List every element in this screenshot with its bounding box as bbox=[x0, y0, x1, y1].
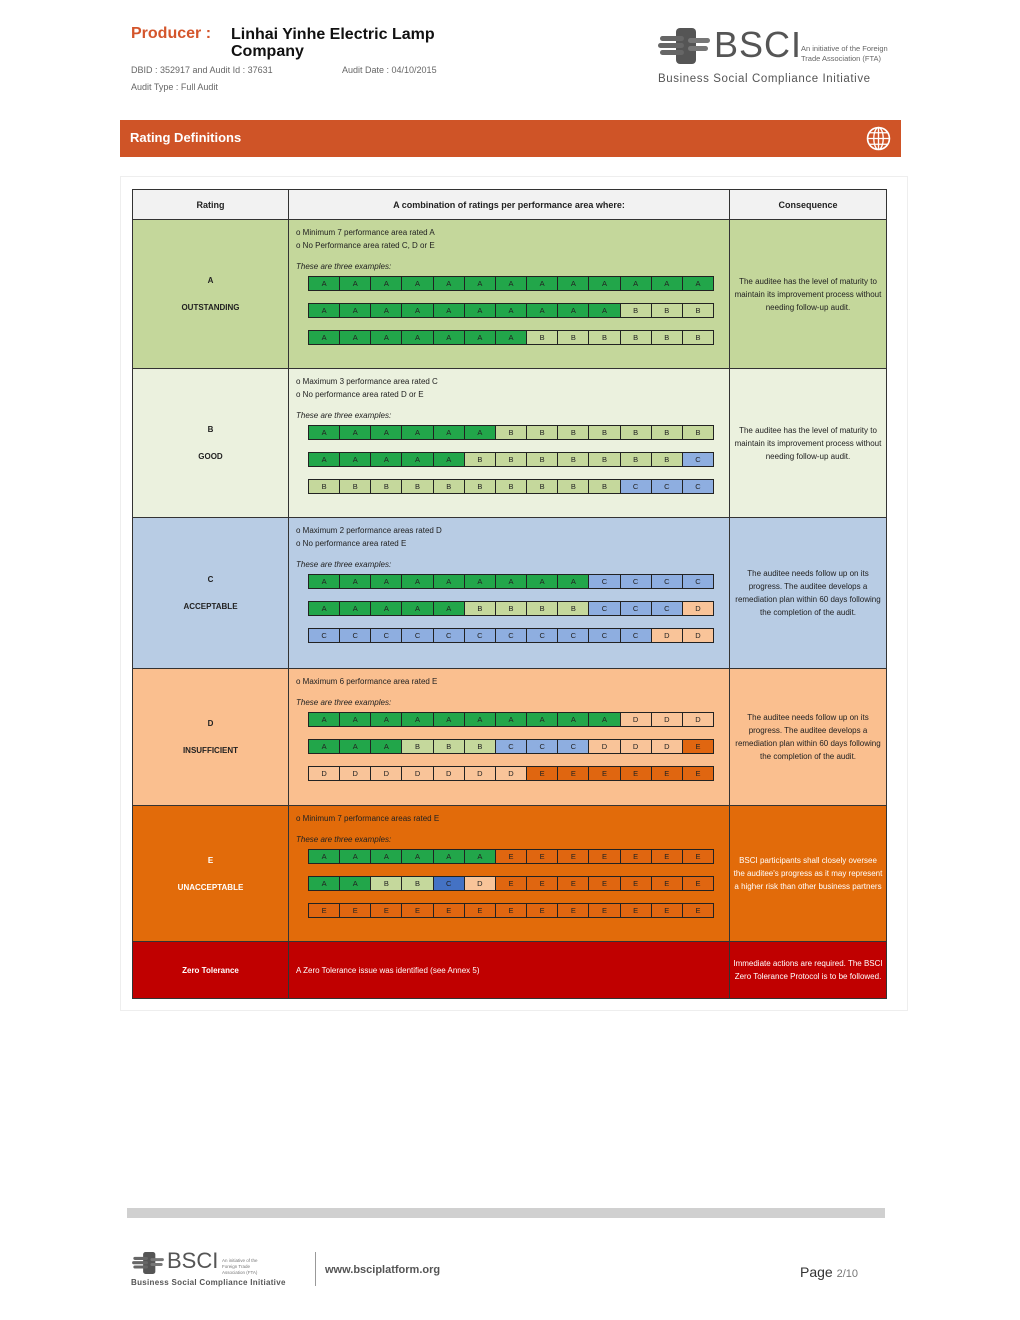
rating-box: A bbox=[588, 713, 619, 726]
rating-box: A bbox=[557, 277, 588, 290]
rating-box: C bbox=[433, 629, 464, 642]
rating-box: A bbox=[464, 575, 495, 588]
example-chain bbox=[308, 601, 714, 616]
rating-box: E bbox=[682, 877, 713, 890]
rating-box: A bbox=[370, 850, 401, 863]
rating-box: A bbox=[401, 602, 432, 615]
footer-logo bbox=[131, 1248, 301, 1292]
rating-row-c bbox=[133, 518, 887, 669]
dbid-text: DBID : 352917 and Audit Id : 37631 bbox=[131, 65, 273, 75]
example-chain bbox=[308, 574, 714, 589]
rating-box: B bbox=[526, 602, 557, 615]
rating-box: A bbox=[433, 575, 464, 588]
rating-box: E bbox=[557, 767, 588, 780]
rating-letter: B bbox=[207, 425, 214, 434]
rating-box: A bbox=[309, 304, 339, 317]
rating-box: A bbox=[464, 426, 495, 439]
handshake-icon bbox=[658, 28, 710, 64]
rating-box: A bbox=[309, 877, 339, 890]
rating-letter: A bbox=[207, 276, 214, 285]
zero-tolerance-text: A Zero Tolerance issue was identified (see Annex 5) bbox=[289, 942, 730, 999]
rating-box: C bbox=[651, 602, 682, 615]
rating-box: A bbox=[339, 304, 370, 317]
rating-box: A bbox=[339, 713, 370, 726]
rating-box: B bbox=[495, 480, 526, 493]
rating-box: E bbox=[495, 877, 526, 890]
rating-box: C bbox=[651, 480, 682, 493]
rating-box: E bbox=[588, 904, 619, 917]
rating-box: A bbox=[433, 453, 464, 466]
rating-box: A bbox=[370, 602, 401, 615]
audit-date-text: Audit Date : 04/10/2015 bbox=[342, 65, 437, 75]
rating-box: A bbox=[370, 575, 401, 588]
footer-handshake-icon bbox=[131, 1252, 165, 1274]
rating-box: D bbox=[401, 767, 432, 780]
consequence-cell: The auditee needs follow up on its progress. The auditee develops a remediation plan within 60 days following the completion of the audit. bbox=[730, 669, 887, 806]
section-title: Rating Definitions bbox=[130, 130, 242, 145]
rating-letter: D bbox=[207, 719, 214, 728]
rating-box: A bbox=[401, 304, 432, 317]
example-chain bbox=[308, 425, 714, 440]
rating-letter: C bbox=[207, 575, 214, 584]
rating-box: A bbox=[309, 277, 339, 290]
page-number bbox=[800, 1264, 858, 1280]
condition-text: o No performance area rated E bbox=[296, 539, 407, 548]
rating-box: B bbox=[682, 426, 713, 439]
rating-box: D bbox=[339, 767, 370, 780]
rating-box: E bbox=[401, 904, 432, 917]
rating-box: A bbox=[339, 331, 370, 344]
rating-box: C bbox=[339, 629, 370, 642]
rating-box: B bbox=[495, 426, 526, 439]
table-header-row bbox=[133, 190, 887, 220]
rating-box: C bbox=[620, 629, 651, 642]
rating-box: E bbox=[682, 767, 713, 780]
rating-box: E bbox=[464, 904, 495, 917]
rating-box: E bbox=[620, 767, 651, 780]
rating-box: B bbox=[464, 453, 495, 466]
rating-box: E bbox=[339, 904, 370, 917]
example-chain bbox=[308, 452, 714, 467]
rating-box: A bbox=[495, 304, 526, 317]
rating-box: A bbox=[495, 713, 526, 726]
rating-box: A bbox=[370, 740, 401, 753]
rating-box: A bbox=[557, 304, 588, 317]
combination-cell bbox=[289, 518, 730, 669]
rating-box: B bbox=[433, 480, 464, 493]
rating-box: A bbox=[557, 713, 588, 726]
rating-box: E bbox=[682, 904, 713, 917]
rating-box: B bbox=[588, 331, 619, 344]
rating-box: E bbox=[433, 904, 464, 917]
rating-box: B bbox=[620, 453, 651, 466]
rating-box: C bbox=[682, 453, 713, 466]
example-chain bbox=[308, 479, 714, 494]
rating-box: B bbox=[588, 453, 619, 466]
rating-row-a bbox=[133, 220, 887, 369]
page-num-value: 2/10 bbox=[836, 1268, 859, 1280]
rating-box: D bbox=[588, 740, 619, 753]
zero-tolerance-consequence: Immediate actions are required. The BSCI Zero Tolerance Protocol is to be followed. bbox=[730, 942, 887, 999]
rating-box: B bbox=[620, 426, 651, 439]
rating-row-e bbox=[133, 806, 887, 942]
rating-box: E bbox=[588, 850, 619, 863]
rating-box: E bbox=[682, 850, 713, 863]
rating-box: A bbox=[464, 304, 495, 317]
rating-box: E bbox=[526, 904, 557, 917]
page-label: Page bbox=[800, 1264, 833, 1280]
rating-box: A bbox=[370, 713, 401, 726]
rating-box: D bbox=[651, 713, 682, 726]
rating-box: A bbox=[339, 426, 370, 439]
rating-box: C bbox=[620, 602, 651, 615]
rating-row-d bbox=[133, 669, 887, 806]
combination-cell bbox=[289, 806, 730, 942]
rating-box: E bbox=[526, 767, 557, 780]
rating-box: D bbox=[651, 740, 682, 753]
rating-box: A bbox=[588, 304, 619, 317]
rating-box: A bbox=[588, 277, 619, 290]
combination-cell bbox=[289, 220, 730, 369]
rating-box: A bbox=[309, 426, 339, 439]
rating-box: E bbox=[557, 850, 588, 863]
rating-box: A bbox=[557, 575, 588, 588]
combination-cell bbox=[289, 369, 730, 518]
rating-box: B bbox=[526, 453, 557, 466]
rating-cell bbox=[133, 220, 289, 369]
rating-box: A bbox=[433, 602, 464, 615]
condition-text: o Minimum 7 performance areas rated E bbox=[296, 814, 440, 823]
rating-box: B bbox=[433, 740, 464, 753]
rating-row-zero-tolerance bbox=[133, 942, 887, 999]
condition-text: o No performance area rated D or E bbox=[296, 390, 424, 399]
example-chain bbox=[308, 628, 714, 643]
rating-box: A bbox=[433, 426, 464, 439]
rating-box: C bbox=[433, 877, 464, 890]
example-chain bbox=[308, 303, 714, 318]
combination-cell bbox=[289, 669, 730, 806]
rating-box: B bbox=[651, 453, 682, 466]
condition-text: o Maximum 3 performance area rated C bbox=[296, 377, 438, 386]
rating-box: D bbox=[433, 767, 464, 780]
rating-box: B bbox=[464, 602, 495, 615]
consequence-cell: The auditee has the level of maturity to maintain its improvement process without needing follow-up audit. bbox=[730, 369, 887, 518]
condition-text: o Maximum 2 performance areas rated D bbox=[296, 526, 442, 535]
rating-row-b bbox=[133, 369, 887, 518]
examples-label: These are three examples: bbox=[296, 262, 392, 271]
rating-box: A bbox=[526, 575, 557, 588]
rating-box: A bbox=[401, 713, 432, 726]
logo-initiative: An initiative of the Foreign Trade Association (FTA) bbox=[801, 44, 888, 63]
rating-box: A bbox=[495, 331, 526, 344]
examples-label: These are three examples: bbox=[296, 698, 392, 707]
example-chain bbox=[308, 330, 714, 345]
rating-box: A bbox=[401, 277, 432, 290]
rating-box: A bbox=[495, 575, 526, 588]
rating-box: D bbox=[309, 767, 339, 780]
rating-box: A bbox=[339, 453, 370, 466]
rating-box: E bbox=[620, 877, 651, 890]
rating-box: C bbox=[588, 629, 619, 642]
logo-wordmark: BSCI bbox=[714, 24, 803, 65]
rating-box: E bbox=[370, 904, 401, 917]
rating-box: B bbox=[557, 331, 588, 344]
rating-box: A bbox=[309, 453, 339, 466]
rating-box: D bbox=[620, 713, 651, 726]
rating-box: B bbox=[495, 453, 526, 466]
producer-name: Linhai Yinhe Electric Lamp Company bbox=[231, 26, 435, 60]
rating-box: E bbox=[557, 877, 588, 890]
rating-cell bbox=[133, 806, 289, 942]
rating-box: D bbox=[620, 740, 651, 753]
rating-box: E bbox=[620, 904, 651, 917]
rating-box: A bbox=[401, 453, 432, 466]
rating-box: A bbox=[309, 575, 339, 588]
rating-box: A bbox=[433, 331, 464, 344]
footer-divider bbox=[315, 1252, 316, 1286]
col-header-rating: Rating bbox=[133, 190, 289, 220]
rating-box: A bbox=[401, 850, 432, 863]
rating-box: D bbox=[682, 629, 713, 642]
rating-box: C bbox=[588, 575, 619, 588]
rating-box: A bbox=[682, 277, 713, 290]
rating-box: A bbox=[401, 331, 432, 344]
rating-box: C bbox=[370, 629, 401, 642]
zero-tolerance-label: Zero Tolerance bbox=[133, 942, 289, 999]
footer-logo-wordmark: BSCI bbox=[167, 1248, 219, 1273]
rating-box: B bbox=[651, 304, 682, 317]
rating-box: B bbox=[557, 480, 588, 493]
rating-box: B bbox=[401, 740, 432, 753]
rating-box: B bbox=[309, 480, 339, 493]
audit-type-text: Audit Type : Full Audit bbox=[131, 82, 218, 92]
examples-label: These are three examples: bbox=[296, 835, 392, 844]
rating-box: C bbox=[495, 740, 526, 753]
rating-box: A bbox=[339, 277, 370, 290]
rating-box: B bbox=[620, 331, 651, 344]
rating-box: D bbox=[464, 767, 495, 780]
rating-box: E bbox=[309, 904, 339, 917]
rating-letter: E bbox=[207, 855, 214, 865]
rating-box: A bbox=[370, 304, 401, 317]
rating-box: A bbox=[339, 575, 370, 588]
col-header-consequence: Consequence bbox=[730, 190, 887, 220]
rating-box: E bbox=[557, 904, 588, 917]
rating-box: B bbox=[370, 877, 401, 890]
rating-box: A bbox=[401, 426, 432, 439]
bsci-logo bbox=[658, 24, 898, 90]
rating-box: E bbox=[495, 904, 526, 917]
rating-box: B bbox=[401, 480, 432, 493]
rating-box: B bbox=[682, 304, 713, 317]
consequence-cell: BSCI participants shall closely oversee the auditee's progress as it may represent a higher risk than other business partners bbox=[730, 806, 887, 942]
footer-url-link[interactable]: www.bsciplatform.org bbox=[325, 1264, 441, 1276]
rating-box: C bbox=[401, 629, 432, 642]
examples-label: These are three examples: bbox=[296, 411, 392, 420]
rating-name: GOOD bbox=[198, 452, 223, 461]
rating-box: C bbox=[557, 629, 588, 642]
rating-box: A bbox=[370, 277, 401, 290]
producer-label: Producer : bbox=[131, 25, 212, 42]
example-chain bbox=[308, 849, 714, 864]
rating-box: E bbox=[526, 850, 557, 863]
rating-box: E bbox=[651, 767, 682, 780]
example-chain bbox=[308, 766, 714, 781]
rating-box: B bbox=[401, 877, 432, 890]
footer-logo-initiative: An initiative of the Foreign Trade Association (FTA) bbox=[222, 1258, 258, 1275]
rating-cell bbox=[133, 669, 289, 806]
rating-box: A bbox=[526, 277, 557, 290]
rating-box: E bbox=[620, 850, 651, 863]
rating-box: C bbox=[620, 575, 651, 588]
globe-icon bbox=[866, 126, 891, 151]
rating-box: A bbox=[309, 602, 339, 615]
rating-box: C bbox=[526, 740, 557, 753]
examples-label: These are three examples: bbox=[296, 560, 392, 569]
rating-box: B bbox=[464, 740, 495, 753]
rating-box: D bbox=[464, 877, 495, 890]
rating-box: E bbox=[651, 904, 682, 917]
example-chain bbox=[308, 876, 714, 891]
rating-box: A bbox=[433, 713, 464, 726]
rating-box: C bbox=[682, 480, 713, 493]
rating-box: B bbox=[682, 331, 713, 344]
rating-box: A bbox=[433, 304, 464, 317]
footer-bar bbox=[127, 1208, 885, 1218]
rating-box: B bbox=[526, 331, 557, 344]
rating-box: A bbox=[309, 740, 339, 753]
rating-box: E bbox=[588, 767, 619, 780]
rating-box: E bbox=[588, 877, 619, 890]
rating-box: B bbox=[526, 426, 557, 439]
example-chain bbox=[308, 903, 714, 918]
rating-box: B bbox=[495, 602, 526, 615]
rating-box: E bbox=[651, 850, 682, 863]
rating-box: A bbox=[526, 304, 557, 317]
rating-box: A bbox=[464, 331, 495, 344]
rating-box: A bbox=[433, 277, 464, 290]
rating-box: A bbox=[401, 575, 432, 588]
rating-box: B bbox=[557, 453, 588, 466]
rating-box: B bbox=[557, 602, 588, 615]
rating-cell bbox=[133, 518, 289, 669]
rating-box: A bbox=[651, 277, 682, 290]
rating-box: A bbox=[339, 877, 370, 890]
rating-box: A bbox=[464, 850, 495, 863]
footer-logo-tagline: Business Social Compliance Initiative bbox=[131, 1278, 286, 1287]
rating-box: A bbox=[309, 713, 339, 726]
rating-box: E bbox=[495, 850, 526, 863]
example-chain bbox=[308, 739, 714, 754]
rating-box: C bbox=[620, 480, 651, 493]
rating-box: B bbox=[339, 480, 370, 493]
condition-text: o No Performance area rated C, D or E bbox=[296, 241, 435, 250]
rating-name: INSUFFICIENT bbox=[182, 746, 239, 755]
rating-definitions-table bbox=[132, 189, 887, 999]
rating-box: E bbox=[682, 740, 713, 753]
rating-box: A bbox=[526, 713, 557, 726]
rating-box: A bbox=[309, 331, 339, 344]
rating-name: ACCEPTABLE bbox=[183, 602, 238, 611]
rating-cell bbox=[133, 369, 289, 518]
consequence-cell: The auditee has the level of maturity to maintain its improvement process without needing follow-up audit. bbox=[730, 220, 887, 369]
condition-text: o Minimum 7 performance area rated A bbox=[296, 228, 435, 237]
section-banner bbox=[120, 120, 901, 157]
rating-box: B bbox=[588, 480, 619, 493]
rating-box: B bbox=[464, 480, 495, 493]
rating-box: D bbox=[495, 767, 526, 780]
rating-box: D bbox=[682, 713, 713, 726]
rating-box: C bbox=[651, 575, 682, 588]
rating-box: D bbox=[682, 602, 713, 615]
rating-box: B bbox=[526, 480, 557, 493]
col-header-combination: A combination of ratings per performance area where: bbox=[289, 190, 730, 220]
rating-box: D bbox=[651, 629, 682, 642]
rating-box: A bbox=[370, 426, 401, 439]
rating-box: E bbox=[526, 877, 557, 890]
rating-box: C bbox=[682, 575, 713, 588]
example-chain bbox=[308, 276, 714, 291]
rating-box: A bbox=[464, 277, 495, 290]
rating-box: C bbox=[495, 629, 526, 642]
consequence-cell: The auditee needs follow up on its progress. The auditee develops a remediation plan within 60 days following the completion of the audit. bbox=[730, 518, 887, 669]
rating-box: C bbox=[309, 629, 339, 642]
rating-name: OUTSTANDING bbox=[181, 303, 240, 312]
rating-name: UNACCEPTABLE bbox=[177, 882, 244, 892]
rating-box: A bbox=[464, 713, 495, 726]
rating-box: A bbox=[339, 602, 370, 615]
rating-box: D bbox=[370, 767, 401, 780]
rating-box: A bbox=[339, 740, 370, 753]
logo-tagline: Business Social Compliance Initiative bbox=[658, 73, 871, 85]
rating-box: C bbox=[557, 740, 588, 753]
rating-box: A bbox=[495, 277, 526, 290]
rating-box: A bbox=[370, 331, 401, 344]
rating-box: A bbox=[620, 277, 651, 290]
rating-box: A bbox=[309, 850, 339, 863]
rating-box: E bbox=[651, 877, 682, 890]
rating-box: B bbox=[557, 426, 588, 439]
rating-box: B bbox=[651, 331, 682, 344]
rating-box: B bbox=[620, 304, 651, 317]
rating-box: C bbox=[526, 629, 557, 642]
rating-box: C bbox=[464, 629, 495, 642]
example-chain bbox=[308, 712, 714, 727]
rating-box: A bbox=[370, 453, 401, 466]
rating-box: A bbox=[433, 850, 464, 863]
rating-box: B bbox=[370, 480, 401, 493]
condition-text: o Maximum 6 performance area rated E bbox=[296, 677, 438, 686]
rating-box: C bbox=[588, 602, 619, 615]
rating-box: B bbox=[651, 426, 682, 439]
rating-box: B bbox=[588, 426, 619, 439]
rating-box: A bbox=[339, 850, 370, 863]
